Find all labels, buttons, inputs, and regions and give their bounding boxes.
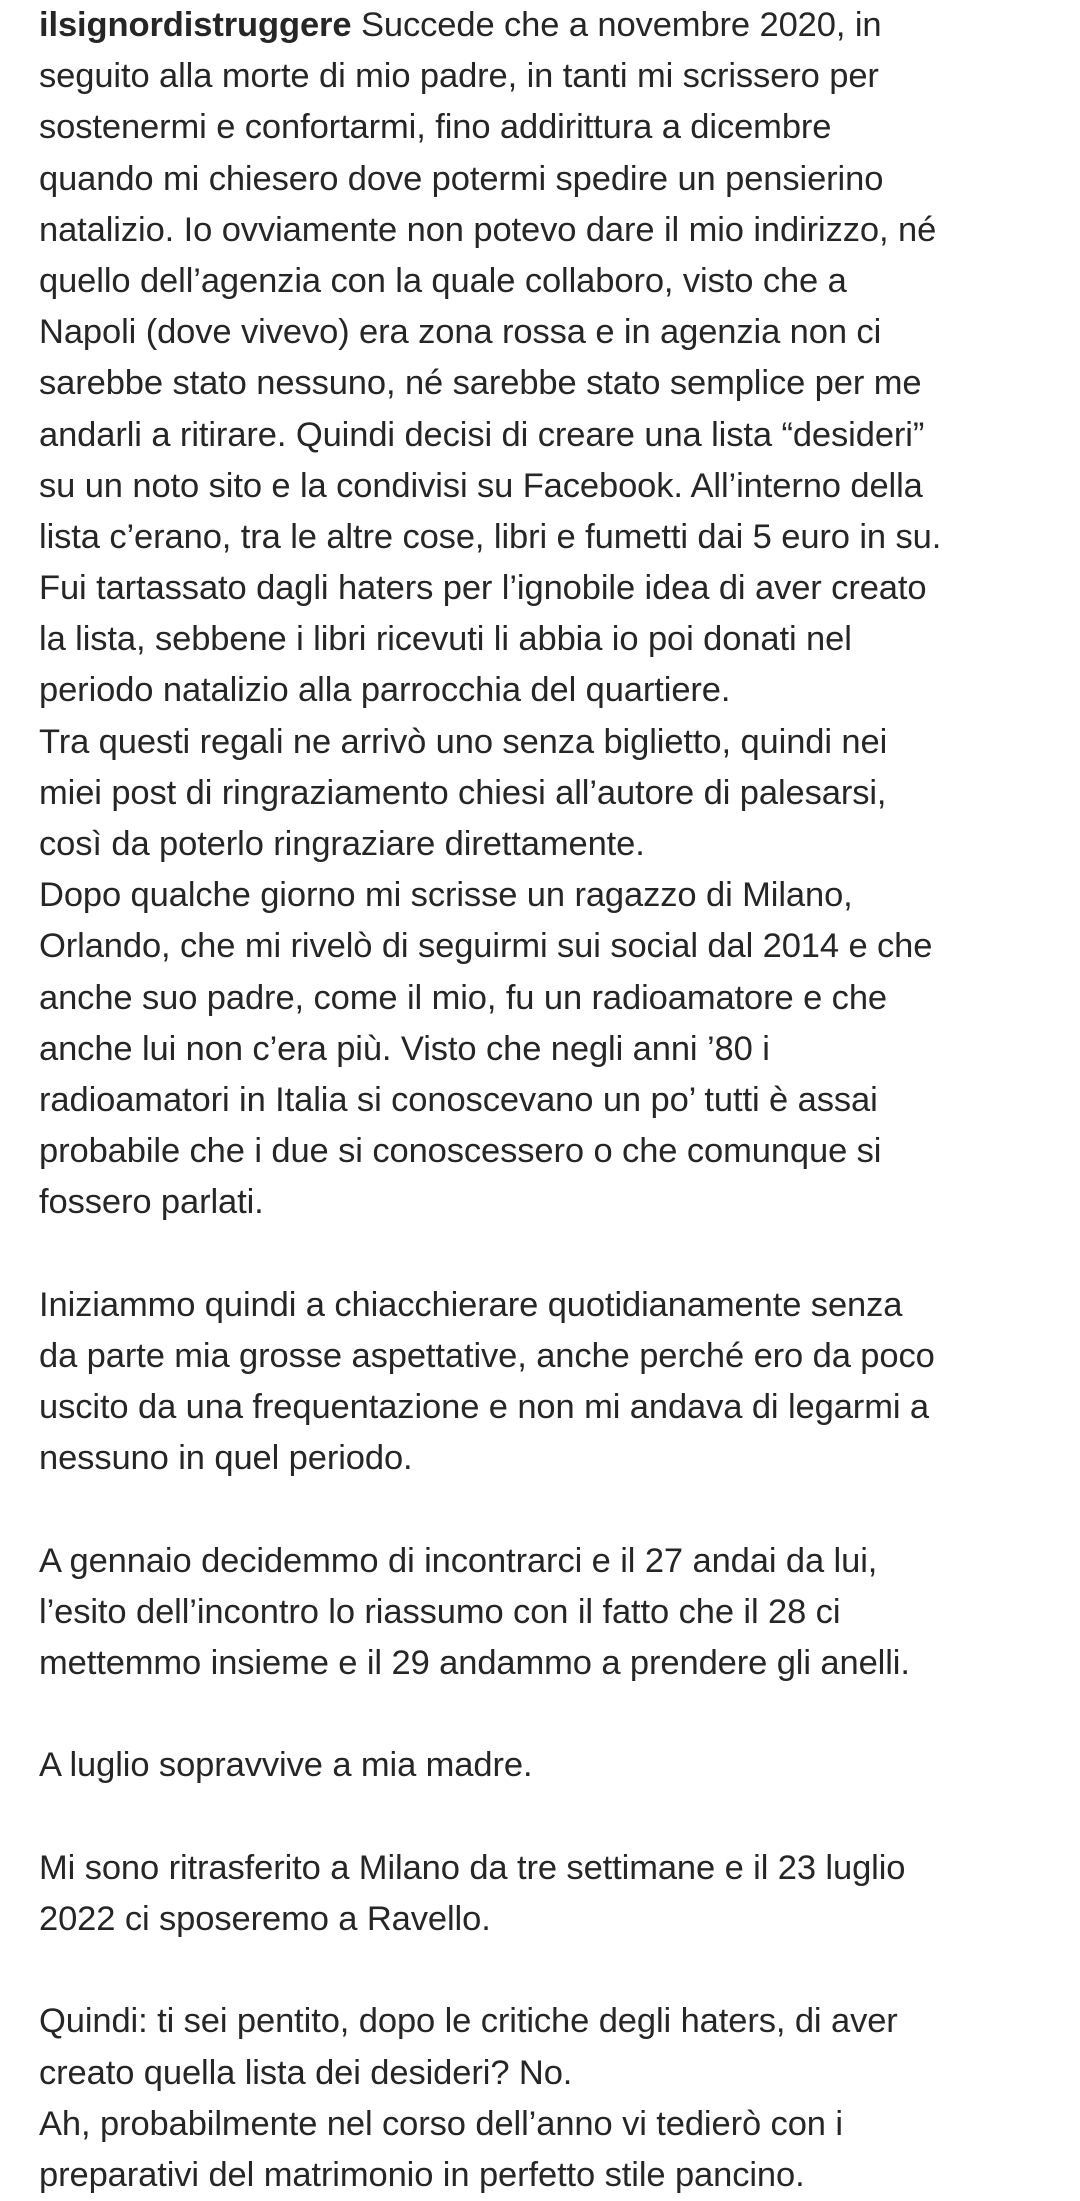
caption-line: Ah, probabilmente nel corso dell’anno vi tedierò con i xyxy=(39,2104,843,2143)
caption-line: anche lui non c’era più. Visto che negli anni ’80 i xyxy=(39,1029,770,1068)
caption-line: A gennaio decidemmo di incontrarci e il 27 andai da lui, xyxy=(39,1541,878,1580)
caption-line: Quindi: ti sei pentito, dopo le critiche degli haters, di aver xyxy=(39,2002,898,2041)
username-link[interactable]: ilsignordistruggere xyxy=(39,6,352,44)
caption-line: 2022 ci sposeremo a Ravello. xyxy=(39,1899,491,1938)
caption-line: l’esito dell’incontro lo riassumo con il fatto che il 28 ci xyxy=(39,1592,841,1631)
caption-line: così da poterlo ringraziare direttamente. xyxy=(39,825,645,863)
caption-line: natalizio. Io ovviamente non potevo dare il mio indirizzo, né xyxy=(39,210,937,249)
caption-line: sarebbe stato nessuno, né sarebbe stato semplice per me xyxy=(39,364,922,403)
caption-paragraph-break xyxy=(39,1689,1059,1740)
caption-paragraph-break xyxy=(39,1945,1059,1996)
caption-line: probabile che i due si conoscessero o che comunque si xyxy=(39,1132,882,1171)
caption-line: Napoli (dove vivevo) era zona rossa e in agenzia non ci xyxy=(39,313,882,352)
caption-line: anche suo padre, come il mio, fu un radioamatore e che xyxy=(39,978,888,1017)
caption-line: Iniziammo quindi a chiacchierare quotidianamente senza xyxy=(39,1285,903,1324)
caption-line: lista c’erano, tra le altre cose, libri e fumetti dai 5 euro in su. xyxy=(39,517,942,556)
caption-line: Mi sono ritrasferito a Milano da tre settimane e il 23 luglio xyxy=(39,1848,906,1887)
caption-line: andarli a ritirare. Quindi decisi di creare una lista “desideri” xyxy=(39,415,925,454)
caption-line: nessuno in quel periodo. xyxy=(39,1439,413,1478)
caption-paragraph-break xyxy=(39,1792,1059,1843)
caption-text: Succede che a novembre 2020, in xyxy=(351,6,882,44)
caption-line: quando mi chiesero dove potermi spedire un pensierino xyxy=(39,159,884,198)
caption-line: creato quella lista dei desideri? No. xyxy=(39,2053,573,2092)
caption-line: fossero parlati. xyxy=(39,1183,264,1222)
caption-line: uscito da una frequentazione e non mi andava di legarmi a xyxy=(39,1388,929,1427)
caption-paragraph-break xyxy=(39,1229,1059,1280)
caption-body xyxy=(39,51,1059,2201)
caption-line: A luglio sopravvive a mia madre. xyxy=(39,1746,533,1785)
caption-line: radioamatori in Italia si conoscevano un po’ tutti è assai xyxy=(39,1080,878,1119)
caption-line: sostenermi e confortarmi, fino addirittura a dicembre xyxy=(39,108,832,147)
caption-line: la lista, sebbene i libri ricevuti li abbia io poi donati nel xyxy=(39,620,852,659)
caption-line: su un noto sito e la condivisi su Facebook. All’interno della xyxy=(39,466,923,505)
caption-line: quello dell’agenzia con la quale collaboro, visto che a xyxy=(39,261,847,300)
caption-first-line xyxy=(39,0,1059,51)
caption-line: Orlando, che mi rivelò di seguirmi sui social dal 2014 e che xyxy=(39,927,933,966)
caption-paragraph-break xyxy=(39,1484,1059,1535)
caption-line: Tra questi regali ne arrivò uno senza biglietto, quindi nei xyxy=(39,722,888,761)
caption-line: da parte mia grosse aspettative, anche perché ero da poco xyxy=(39,1336,935,1375)
post-caption xyxy=(39,0,1059,2201)
caption-line: periodo natalizio alla parrocchia del quartiere. xyxy=(39,671,731,710)
caption-line: Dopo qualche giorno mi scrisse un ragazzo di Milano, xyxy=(39,876,853,915)
caption-line: mettemmo insieme e il 29 andammo a prendere gli anelli. xyxy=(39,1644,910,1682)
caption-line: Fui tartassato dagli haters per l’ignobile idea di aver creato xyxy=(39,569,927,608)
caption-line: seguito alla morte di mio padre, in tanti mi scrissero per xyxy=(39,57,879,96)
caption-line: preparativi del matrimonio in perfetto stile pancino. xyxy=(39,2155,805,2194)
caption-line: miei post di ringraziamento chiesi all’autore di palesarsi, xyxy=(39,773,887,812)
